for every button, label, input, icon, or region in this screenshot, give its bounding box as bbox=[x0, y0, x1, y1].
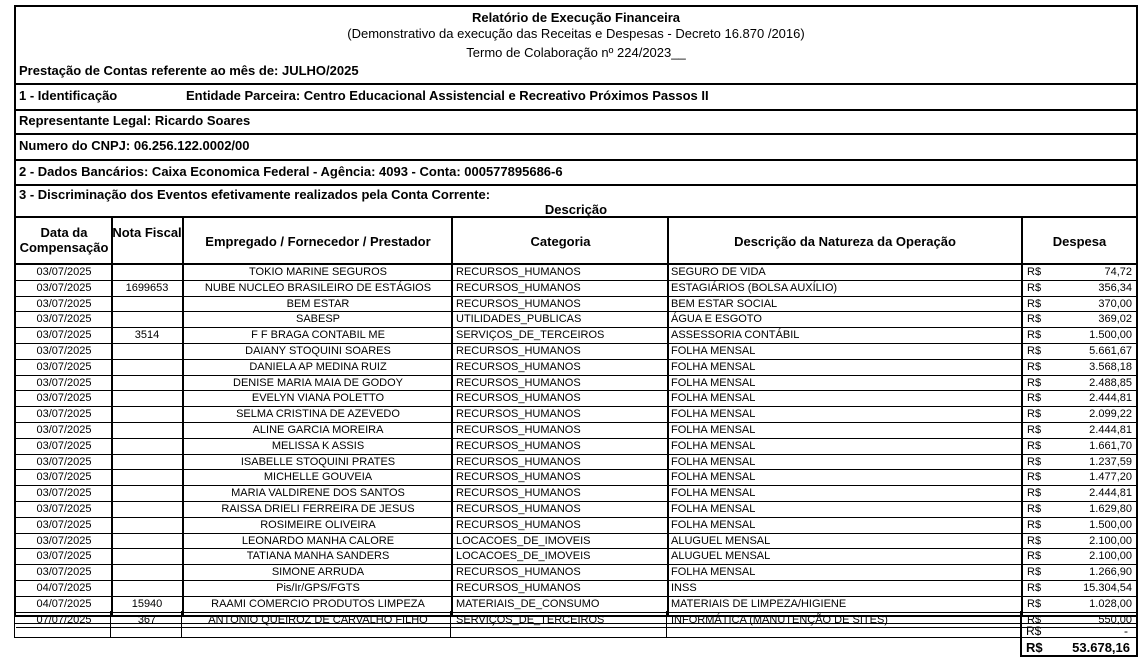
cell-category: LOCACOES_DE_IMOVEIS bbox=[456, 550, 591, 563]
cell-nature: FOLHA MENSAL bbox=[671, 423, 756, 436]
table-row bbox=[16, 376, 1136, 392]
cell-nature: FOLHA MENSAL bbox=[671, 471, 756, 484]
cell-category: RECURSOS_HUMANOS bbox=[456, 344, 581, 357]
divider bbox=[16, 83, 1136, 85]
table-row bbox=[16, 391, 1136, 407]
cell-category: UTILIDADES_PUBLICAS bbox=[456, 313, 582, 326]
cell-supplier: ISABELLE STOQUINI PRATES bbox=[240, 455, 396, 468]
cell-supplier: RAISSA DRIELI FERREIRA DE JESUS bbox=[221, 502, 415, 515]
cell-currency: R$ bbox=[1027, 344, 1042, 357]
grid-line bbox=[110, 611, 111, 637]
cell-nature: FOLHA MENSAL bbox=[671, 455, 756, 468]
cell-nature: FOLHA MENSAL bbox=[671, 566, 756, 579]
cell-currency: R$ bbox=[1027, 376, 1042, 389]
cell-category: RECURSOS_HUMANOS bbox=[456, 376, 581, 389]
expense-table-body bbox=[16, 265, 1136, 628]
cell-category: RECURSOS_HUMANOS bbox=[456, 408, 581, 421]
grid-line bbox=[666, 611, 667, 637]
cell-expense: 356,34 bbox=[1098, 281, 1132, 294]
cell-date: 03/07/2025 bbox=[36, 502, 92, 515]
cell-expense: 369,02 bbox=[1098, 313, 1132, 326]
cell-nature: INFORMÁTICA (MANUTENÇÃO DE SITES) bbox=[671, 613, 888, 626]
table-row bbox=[16, 534, 1136, 550]
cell-date: 03/07/2025 bbox=[36, 313, 92, 326]
term-number: Termo de Colaboração nº 224/2023__ bbox=[466, 45, 686, 60]
cell-expense: 15.304,54 bbox=[1083, 581, 1132, 594]
table-row bbox=[16, 281, 1136, 297]
description-label: Descrição bbox=[544, 202, 608, 217]
cell-category: RECURSOS_HUMANOS bbox=[456, 471, 581, 484]
total-currency: R$ bbox=[1026, 640, 1043, 655]
divider bbox=[16, 109, 1136, 111]
subtotal-value: - bbox=[1124, 624, 1128, 638]
cell-category: LOCACOES_DE_IMOVEIS bbox=[456, 534, 591, 547]
cell-supplier: BEM ESTAR bbox=[286, 297, 350, 310]
column-header-expense: Despesa bbox=[1052, 234, 1107, 249]
cell-supplier: ANTONIO QUEIROZ DE CARVALHO FILHO bbox=[208, 613, 428, 626]
total-value: 53.678,16 bbox=[1072, 640, 1130, 655]
cell-nature: BEM ESTAR SOCIAL bbox=[671, 297, 778, 310]
cell-category: RECURSOS_HUMANOS bbox=[456, 455, 581, 468]
cell-currency: R$ bbox=[1027, 471, 1042, 484]
cell-date: 03/07/2025 bbox=[36, 297, 92, 310]
cell-date: 03/07/2025 bbox=[36, 471, 92, 484]
cell-expense: 1.028,00 bbox=[1089, 597, 1132, 610]
cell-expense: 3.568,18 bbox=[1089, 360, 1132, 373]
table-row bbox=[16, 265, 1136, 281]
column-header-supplier: Empregado / Fornecedor / Prestador bbox=[205, 234, 431, 249]
cell-currency: R$ bbox=[1027, 455, 1042, 468]
cell-supplier: RAAMI COMERCIO PRODUTOS LIMPEZA bbox=[211, 597, 425, 610]
cell-supplier: MELISSA K ASSIS bbox=[271, 439, 365, 452]
partner-entity: Entidade Parceira: Centro Educacional Assistencial e Recreativo Próximos Passos II bbox=[186, 88, 709, 103]
table-row bbox=[16, 328, 1136, 344]
table-row bbox=[16, 312, 1136, 328]
cell-supplier: NUBE NUCLEO BRASILEIRO DE ESTÁGIOS bbox=[204, 281, 432, 294]
cell-date: 03/07/2025 bbox=[36, 487, 92, 500]
cell-expense: 1.500,00 bbox=[1089, 329, 1132, 342]
cell-date: 03/07/2025 bbox=[36, 518, 92, 531]
grid-line bbox=[181, 611, 182, 637]
cell-category: RECURSOS_HUMANOS bbox=[456, 423, 581, 436]
cell-date: 04/07/2025 bbox=[36, 597, 92, 610]
cell-category: RECURSOS_HUMANOS bbox=[456, 581, 581, 594]
cell-category: RECURSOS_HUMANOS bbox=[456, 360, 581, 373]
report-title: Relatório de Execução Financeira bbox=[471, 10, 681, 25]
cell-expense: 1.237,59 bbox=[1089, 455, 1132, 468]
cell-invoice: 367 bbox=[137, 613, 157, 626]
cell-nature: ÁGUA E ESGOTO bbox=[671, 313, 762, 326]
cell-date: 03/07/2025 bbox=[36, 376, 92, 389]
cell-currency: R$ bbox=[1027, 266, 1042, 278]
subtotal-currency: R$ bbox=[1026, 624, 1042, 638]
grid-line bbox=[14, 637, 1138, 638]
cell-currency: R$ bbox=[1027, 597, 1042, 610]
cell-date: 03/07/2025 bbox=[36, 566, 92, 579]
cell-category: SERVIÇOS_DE_TERCEIROS bbox=[456, 329, 605, 342]
cell-supplier: DANIELA AP MEDINA RUIZ bbox=[249, 360, 387, 373]
events-title: 3 - Discriminação dos Eventos efetivamente realizados pela Conta Corrente: bbox=[19, 187, 491, 202]
cell-nature: ALUGUEL MENSAL bbox=[671, 534, 771, 547]
cell-supplier: TOKIO MARINE SEGUROS bbox=[249, 266, 387, 278]
cell-invoice: 15940 bbox=[131, 597, 163, 610]
cell-nature: SEGURO DE VIDA bbox=[671, 266, 766, 278]
divider bbox=[16, 216, 1136, 218]
cell-expense: 74,72 bbox=[1104, 266, 1132, 278]
cell-currency: R$ bbox=[1027, 297, 1042, 310]
table-row bbox=[16, 565, 1136, 581]
table-row bbox=[16, 549, 1136, 565]
cell-currency: R$ bbox=[1027, 439, 1042, 452]
cell-expense: 2.099,22 bbox=[1089, 408, 1132, 421]
cell-currency: R$ bbox=[1027, 313, 1042, 326]
cell-currency: R$ bbox=[1027, 487, 1042, 500]
grid-line bbox=[450, 611, 451, 637]
cell-supplier: EVELYN VIANA POLETTO bbox=[251, 392, 385, 405]
divider bbox=[16, 184, 1136, 186]
table-row bbox=[16, 297, 1136, 313]
cell-currency: R$ bbox=[1027, 566, 1042, 579]
cell-nature: ESTAGIÁRIOS (BOLSA AUXÍLIO) bbox=[671, 281, 838, 294]
cell-expense: 2.444,81 bbox=[1089, 423, 1132, 436]
cell-category: RECURSOS_HUMANOS bbox=[456, 502, 581, 515]
column-header-category: Categoria bbox=[530, 234, 591, 249]
column-header-date: Data da Compensação bbox=[19, 225, 109, 255]
cell-expense: 2.100,00 bbox=[1089, 534, 1132, 547]
cell-category: RECURSOS_HUMANOS bbox=[456, 518, 581, 531]
cell-date: 03/07/2025 bbox=[36, 329, 92, 342]
cell-date: 03/07/2025 bbox=[36, 534, 92, 547]
cell-date: 03/07/2025 bbox=[36, 281, 92, 294]
cell-currency: R$ bbox=[1027, 534, 1042, 547]
table-row bbox=[16, 455, 1136, 471]
cell-currency: R$ bbox=[1027, 408, 1042, 421]
cell-nature: FOLHA MENSAL bbox=[671, 518, 756, 531]
cell-currency: R$ bbox=[1027, 392, 1042, 405]
cell-supplier: MICHELLE GOUVEIA bbox=[263, 471, 373, 484]
cell-currency: R$ bbox=[1027, 329, 1042, 342]
period-label: Prestação de Contas referente ao mês de: JULHO/2025 bbox=[19, 63, 359, 78]
cell-supplier: SELMA CRISTINA DE AZEVEDO bbox=[236, 408, 400, 421]
cell-date: 03/07/2025 bbox=[36, 392, 92, 405]
cell-category: MATERIAIS_DE_CONSUMO bbox=[456, 597, 600, 610]
cell-supplier: MARIA VALDIRENE DOS SANTOS bbox=[231, 487, 405, 500]
cell-expense: 1.477,20 bbox=[1089, 471, 1132, 484]
report-subtitle: (Demonstrativo da execução das Receitas e Despesas - Decreto 16.870 /2016) bbox=[347, 26, 805, 41]
cell-supplier: DENISE MARIA MAIA DE GODOY bbox=[233, 376, 403, 389]
grid-line bbox=[14, 623, 1138, 624]
cell-currency: R$ bbox=[1027, 613, 1042, 626]
column-header-nature: Descrição da Natureza da Operação bbox=[734, 234, 956, 249]
cell-category: RECURSOS_HUMANOS bbox=[456, 487, 581, 500]
cell-supplier: DAIANY STOQUINI SOARES bbox=[245, 344, 391, 357]
grid-line bbox=[14, 611, 15, 637]
grid-line bbox=[1020, 611, 1022, 656]
cell-currency: R$ bbox=[1027, 423, 1042, 436]
cell-expense: 1.500,00 bbox=[1089, 518, 1132, 531]
totals-area bbox=[14, 611, 1138, 656]
cell-supplier: ROSIMEIRE OLIVEIRA bbox=[260, 518, 376, 531]
cell-supplier: TATIANA MANHA SANDERS bbox=[246, 550, 390, 563]
cell-nature: ALUGUEL MENSAL bbox=[671, 550, 771, 563]
cell-category: RECURSOS_HUMANOS bbox=[456, 439, 581, 452]
divider bbox=[16, 159, 1136, 161]
cell-expense: 2.488,85 bbox=[1089, 376, 1132, 389]
table-row bbox=[16, 360, 1136, 376]
cell-category: RECURSOS_HUMANOS bbox=[456, 392, 581, 405]
bank-details: 2 - Dados Bancários: Caixa Economica Federal - Agência: 4093 - Conta: 000577895686-6 bbox=[19, 164, 563, 179]
cell-category: SERVIÇOS_DE_TERCEIROS bbox=[456, 613, 605, 626]
cell-nature: FOLHA MENSAL bbox=[671, 344, 756, 357]
cell-expense: 1.661,70 bbox=[1089, 439, 1132, 452]
cell-nature: FOLHA MENSAL bbox=[671, 487, 756, 500]
cell-expense: 1.629,80 bbox=[1089, 502, 1132, 515]
cell-nature: FOLHA MENSAL bbox=[671, 439, 756, 452]
cell-supplier: SABESP bbox=[295, 313, 341, 326]
grid-line bbox=[1136, 611, 1138, 656]
cell-currency: R$ bbox=[1027, 502, 1042, 515]
report-sheet bbox=[14, 5, 1138, 626]
cell-nature: FOLHA MENSAL bbox=[671, 392, 756, 405]
cell-date: 03/07/2025 bbox=[36, 423, 92, 436]
table-row bbox=[16, 581, 1136, 597]
cell-supplier: SIMONE ARRUDA bbox=[271, 566, 365, 579]
cell-date: 03/07/2025 bbox=[36, 344, 92, 357]
cell-date: 03/07/2025 bbox=[36, 266, 92, 278]
column-header-invoice: Nota Fiscal bbox=[112, 225, 182, 240]
cell-currency: R$ bbox=[1027, 281, 1042, 294]
cell-expense: 550,00 bbox=[1098, 613, 1132, 626]
cell-expense: 2.444,81 bbox=[1089, 392, 1132, 405]
cell-invoice: 3514 bbox=[134, 329, 160, 342]
cell-nature: FOLHA MENSAL bbox=[671, 408, 756, 421]
cell-currency: R$ bbox=[1027, 581, 1042, 594]
cell-nature: INSS bbox=[671, 581, 697, 594]
cell-date: 03/07/2025 bbox=[36, 360, 92, 373]
cell-category: RECURSOS_HUMANOS bbox=[456, 566, 581, 579]
cell-date: 03/07/2025 bbox=[36, 550, 92, 563]
cell-category: RECURSOS_HUMANOS bbox=[456, 266, 581, 278]
cell-date: 03/07/2025 bbox=[36, 439, 92, 452]
table-row bbox=[16, 470, 1136, 486]
table-row bbox=[16, 407, 1136, 423]
divider bbox=[16, 133, 1136, 135]
table-row bbox=[16, 423, 1136, 439]
cell-currency: R$ bbox=[1027, 550, 1042, 563]
cell-currency: R$ bbox=[1027, 518, 1042, 531]
table-row bbox=[16, 344, 1136, 360]
cell-category: RECURSOS_HUMANOS bbox=[456, 281, 581, 294]
cell-category: RECURSOS_HUMANOS bbox=[456, 297, 581, 310]
cell-invoice: 1699653 bbox=[125, 281, 169, 294]
cell-date: 04/07/2025 bbox=[36, 581, 92, 594]
table-row bbox=[16, 502, 1136, 518]
cell-nature: FOLHA MENSAL bbox=[671, 502, 756, 515]
cell-date: 03/07/2025 bbox=[36, 455, 92, 468]
cell-currency: R$ bbox=[1027, 360, 1042, 373]
cell-expense: 2.100,00 bbox=[1089, 550, 1132, 563]
cnpj-number: Numero do CNPJ: 06.256.122.0002/00 bbox=[19, 138, 250, 153]
cell-expense: 1.266,90 bbox=[1089, 566, 1132, 579]
cell-nature: FOLHA MENSAL bbox=[671, 376, 756, 389]
grid-line bbox=[1020, 655, 1138, 657]
cell-date: 03/07/2025 bbox=[36, 408, 92, 421]
identification-label: 1 - Identificação bbox=[19, 88, 118, 103]
cell-nature: FOLHA MENSAL bbox=[671, 360, 756, 373]
cell-expense: 2.444,81 bbox=[1089, 487, 1132, 500]
cell-supplier: ALINE GARCIA MOREIRA bbox=[252, 423, 384, 436]
cell-expense: 370,00 bbox=[1098, 297, 1132, 310]
table-row bbox=[16, 439, 1136, 455]
cell-nature: ASSESSORIA CONTÁBIL bbox=[671, 329, 800, 342]
cell-supplier: F F BRAGA CONTABIL ME bbox=[251, 329, 385, 342]
cell-expense: 5.661,67 bbox=[1089, 344, 1132, 357]
table-row bbox=[16, 518, 1136, 534]
legal-representative: Representante Legal: Ricardo Soares bbox=[19, 113, 251, 128]
cell-supplier: LEONARDO MANHA CALORE bbox=[241, 534, 395, 547]
cell-supplier: Pis/Ir/GPS/FGTS bbox=[276, 581, 360, 594]
cell-nature: MATERIAIS DE LIMPEZA/HIGIENE bbox=[671, 597, 847, 610]
cell-date: 07/07/2025 bbox=[36, 613, 92, 626]
table-row bbox=[16, 486, 1136, 502]
